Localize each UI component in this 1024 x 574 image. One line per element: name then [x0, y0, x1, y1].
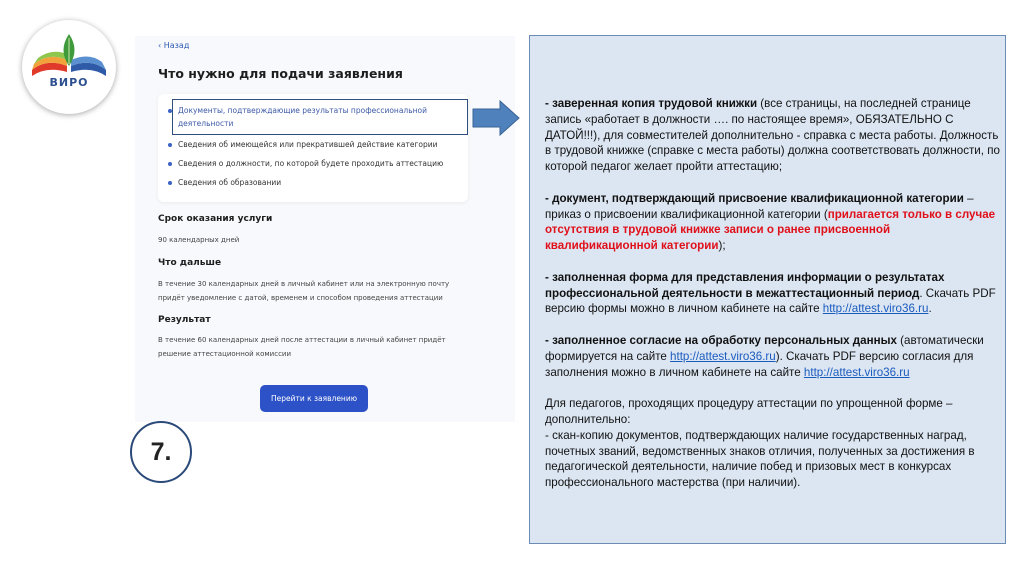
- term-heading: Срок оказания услуги: [158, 214, 273, 224]
- result-text: В течение 60 календарных дней после аттестации в личный кабинет придёт решение аттестационной комиссии: [158, 336, 446, 358]
- attest-link[interactable]: http://attest.viro36.ru: [670, 349, 776, 363]
- arrow-right-icon: [472, 100, 520, 136]
- attest-link[interactable]: http://attest.viro36.ru: [822, 302, 929, 316]
- attest-link[interactable]: http://attest.viro36.ru: [803, 365, 910, 379]
- viro-logo: ВИРО: [22, 20, 116, 114]
- book-leaf-icon: [22, 20, 116, 80]
- back-link[interactable]: ‹ Назад: [158, 41, 190, 50]
- list-item[interactable]: Сведения об образовании: [178, 176, 281, 189]
- requirements-text: - заверенная копия трудовой книжки (все страницы, на последней странице запись «работает в должности …. по настоящее время», ОБЯЗАТЕЛЬНО С ДАТОЙ!!!), для совместителей дополнительно - справка с места работы. Должность в трудовой книжке (справке с места работы) должна соответствовать должности, по которой педагог желает пройти аттестацию; - документ, подтверждающий присвоение квалификационной категории – приказ о присвоении квалификационной категории (прилагается только в случае отсутствия в трудовой книжке записи о ранее присвоенной квалификационной категории); - заполненная форма для представления информации о результатах профессиональной деятельности в межаттестационный период. Скачать PDF версию формы можно в личном кабинете на сайте http://attest.viro36.ru. - заполненное согласие на обработку персональных данных (автоматически формируется на сайте http://attest.viro36.ru). Скачать PDF версию согласия для заполнения можно в личном кабинете на сайте http://attest.viro36.ru Для педагогов, проходящих процедуру аттестации по упрощенной форме – дополнительно: - скан-копию документов, подтверждающих наличие государственных наград, почетных званий, ведомственных знаков отличия, полученных за достижения в педагогической деятельности, наличие побед и призовых мест в конкурсах профессионального мастерства (при наличии).: [545, 97, 1000, 490]
- bullet-icon: [168, 109, 172, 113]
- list-item[interactable]: Документы, подтверждающие результаты профессиональной деятельности: [178, 104, 427, 130]
- result-heading: Результат: [158, 315, 211, 325]
- list-item[interactable]: Сведения об имеющейся или прекратившей действие категории: [178, 138, 437, 151]
- requirements-card: [158, 94, 468, 202]
- bullet-icon: [168, 181, 172, 185]
- page-title: Что нужно для подачи заявления: [158, 66, 403, 81]
- go-to-application-button[interactable]: Перейти к заявлению: [260, 385, 368, 412]
- next-heading: Что дальше: [158, 258, 222, 268]
- requirements-textbox: [529, 35, 1006, 544]
- next-text: В течение 30 календарных дней в личный кабинет или на электронную почту придёт уведомление с датой, временем и способом проведения аттестации: [158, 280, 450, 302]
- list-item[interactable]: Сведения о должности, по которой будете проходить аттестацию: [178, 157, 443, 170]
- term-text: 90 календарных дней: [158, 236, 240, 244]
- bullet-icon: [168, 143, 172, 147]
- bullet-icon: [168, 162, 172, 166]
- service-panel: [135, 36, 515, 422]
- step-number: 7.: [130, 421, 192, 483]
